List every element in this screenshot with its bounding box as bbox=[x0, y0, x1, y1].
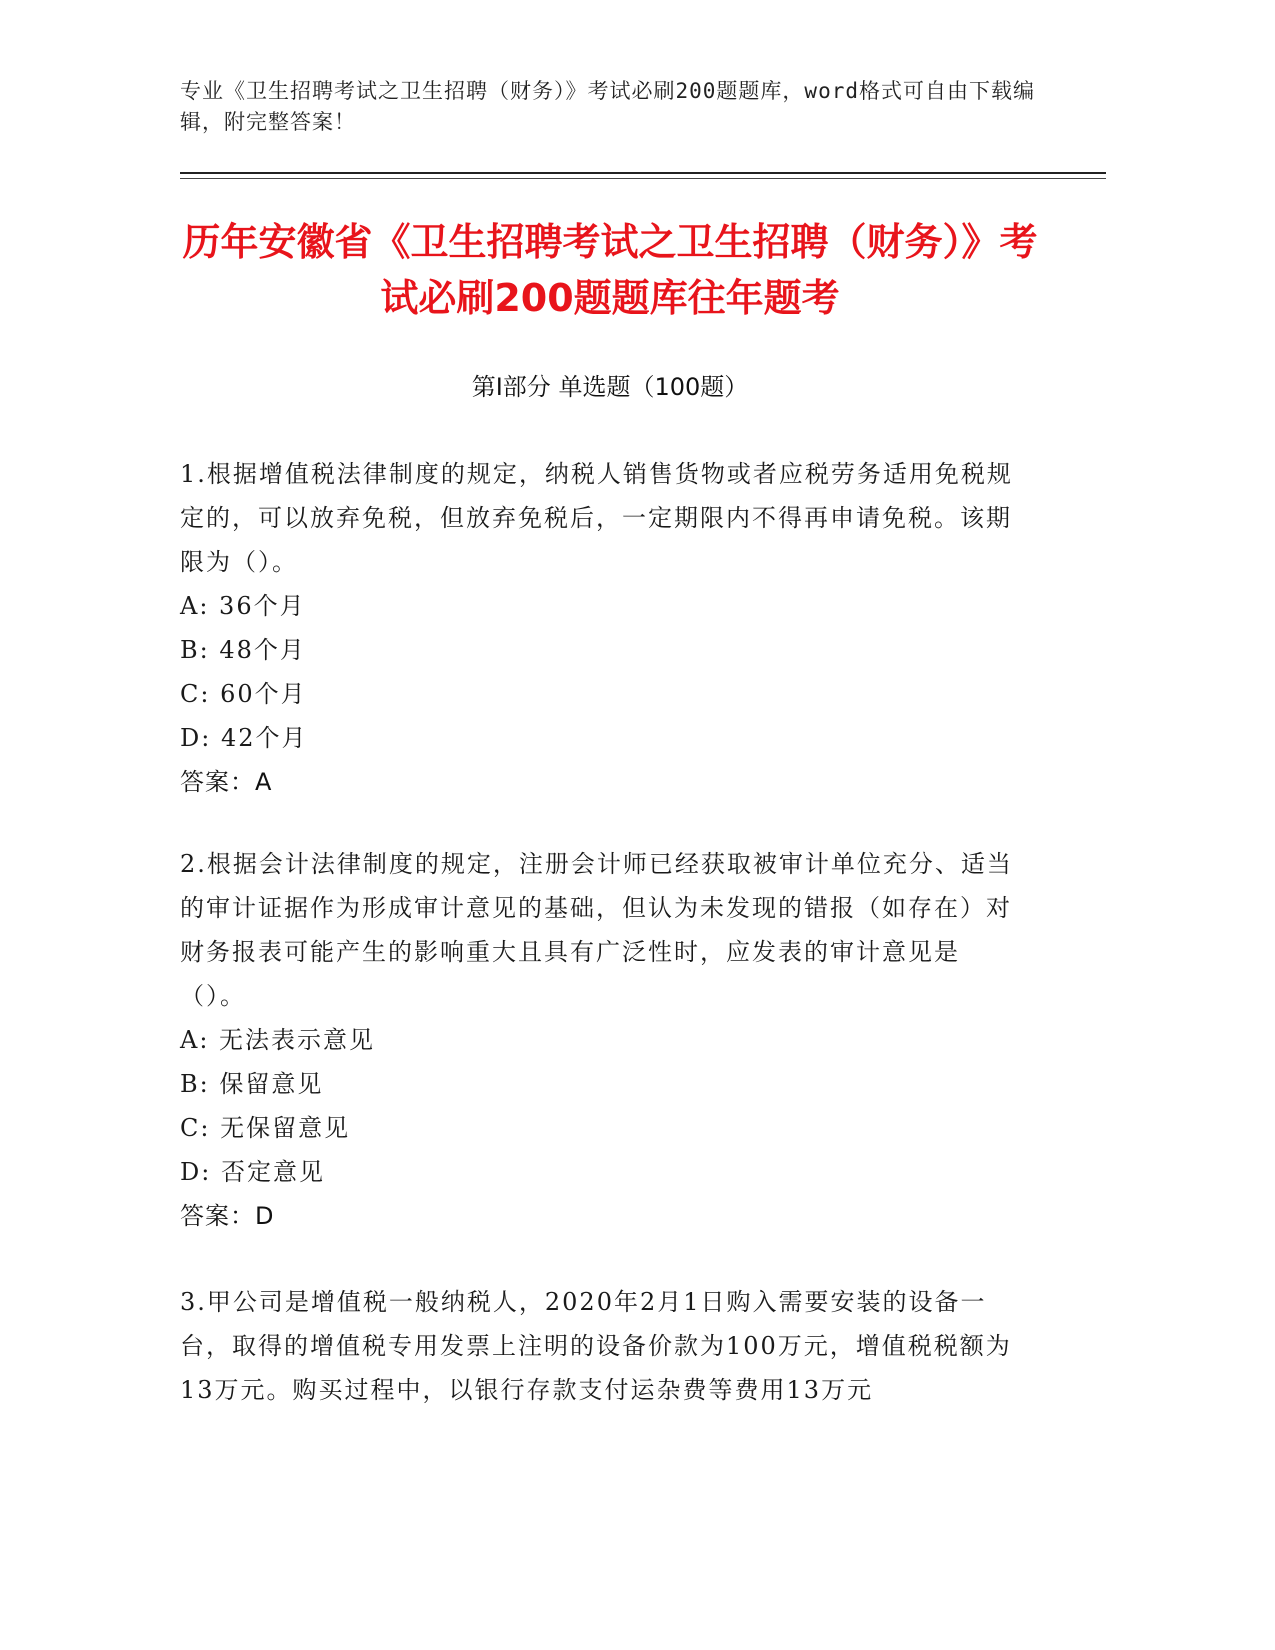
question-stem: 3.甲公司是增值税一般纳税人，2020年2月1日购入需要安装的设备一台，取得的增值税专用发票上注明的设备价款为100万元，增值税税额为13万元。购买过程中，以银行存款支付运杂费等费用13万元 bbox=[180, 1288, 1012, 1404]
header-divider-thin bbox=[180, 178, 1106, 179]
option-d: D: 42个月 bbox=[180, 724, 308, 752]
question-stem: 2.根据会计法律制度的规定，注册会计师已经获取被审计单位充分、适当的审计证据作为形成审计意见的基础，但认为未发现的错报（如存在）对财务报表可能产生的影响重大且具有广泛性时，应发表的审计意见是（）。 bbox=[180, 850, 1013, 1010]
answer: 答案：A bbox=[180, 768, 273, 796]
option-d: D: 否定意见 bbox=[180, 1158, 325, 1186]
question-2 bbox=[180, 842, 1020, 1238]
option-a: A: 36个月 bbox=[180, 592, 306, 620]
section-title: 第I部分 单选题（100题） bbox=[471, 373, 749, 401]
answer: 答案：D bbox=[180, 1202, 275, 1230]
option-b: B: 保留意见 bbox=[180, 1070, 324, 1098]
question-1 bbox=[180, 452, 1020, 804]
option-c: C: 无保留意见 bbox=[180, 1114, 351, 1142]
option-a: A: 无法表示意见 bbox=[180, 1026, 376, 1054]
option-c: C: 60个月 bbox=[180, 680, 307, 708]
question-3 bbox=[180, 1280, 1020, 1412]
option-b: B: 48个月 bbox=[180, 636, 306, 664]
header-note: 专业《卫生招聘考试之卫生招聘（财务）》考试必刷200题题库，word格式可自由下载编辑，附完整答案！ bbox=[180, 79, 1035, 134]
document-title: 历年安徽省《卫生招聘考试之卫生招聘（财务）》考试必刷200题题库往年题考 bbox=[182, 220, 1038, 320]
header-divider-thick bbox=[180, 172, 1106, 174]
question-stem: 1.根据增值税法律制度的规定，纳税人销售货物或者应税劳务适用免税规定的，可以放弃免税，但放弃免税后，一定期限内不得再申请免税。该期限为（）。 bbox=[180, 460, 1013, 576]
